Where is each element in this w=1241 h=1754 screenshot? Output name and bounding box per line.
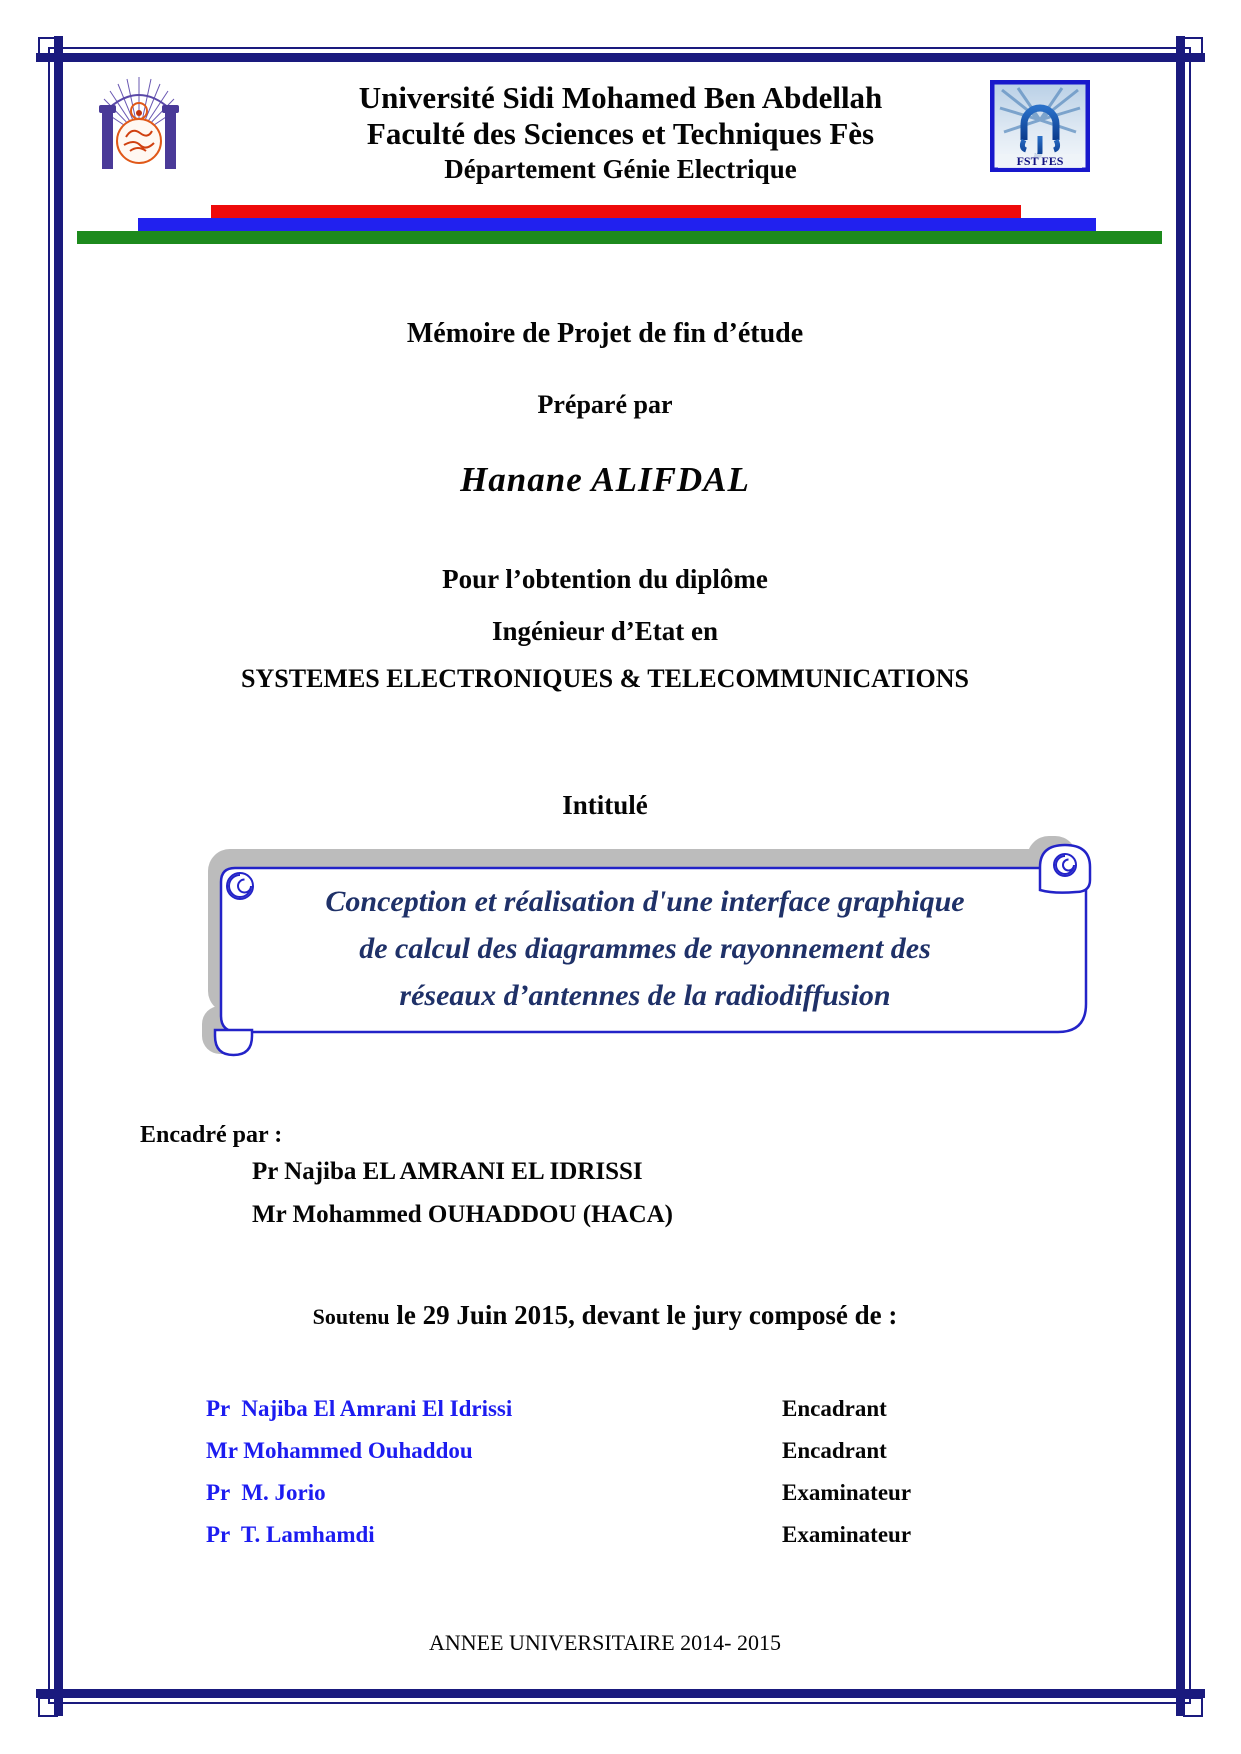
- corner-ornament: [1183, 1697, 1203, 1717]
- diploma-line-1: Pour l’obtention du diplôme: [442, 564, 768, 594]
- corner-ornament: [1183, 37, 1203, 57]
- jury-member-name: Pr M. Jorio: [206, 1480, 326, 1505]
- program-name: SYSTEMES ELECTRONIQUES & TELECOMMUNICATIONS: [241, 664, 969, 693]
- thesis-title-line-3: réseaux d’antennes de la radiodiffusion: [399, 979, 891, 1012]
- thesis-title-line-2: de calcul des diagrammes de rayonnement des: [359, 932, 931, 965]
- jury-member-role: Encadrant: [782, 1396, 887, 1421]
- jury-member-name: Pr T. Lamhamdi: [206, 1522, 375, 1547]
- jury-member-role: Examinateur: [782, 1480, 912, 1505]
- green-divider-bar: [77, 231, 1162, 244]
- academic-year: ANNEE UNIVERSITAIRE 2014- 2015: [428, 1630, 782, 1655]
- author-name: Hanane ALIFDAL: [460, 460, 750, 499]
- document-type-title: Mémoire de Projet de fin d’étude: [406, 318, 804, 349]
- fst-logo-caption: FST FES: [1016, 154, 1064, 168]
- faculty-name: Faculté des Sciences et Techniques Fès: [366, 116, 875, 151]
- jury-member-role: Encadrant: [782, 1438, 887, 1463]
- jury-row: [0, 1522, 1241, 1552]
- jury-member-role: Examinateur: [782, 1522, 912, 1547]
- diploma-line-2: Ingénieur d’Etat en: [491, 616, 719, 646]
- supervisor-name-2: Mr Mohammed OUHADDOU (HACA): [252, 1201, 674, 1228]
- corner-ornament: [38, 1697, 58, 1717]
- jury-row: [0, 1396, 1241, 1426]
- university-name: Université Sidi Mohamed Ben Abdellah: [358, 80, 883, 115]
- supervisor-name-1: Pr Najiba EL AMRANI EL IDRISSI: [252, 1158, 643, 1185]
- defense-statement-prefix: Soutenu: [312, 1304, 390, 1329]
- header: [0, 80, 1241, 186]
- title-section-label: Intitulé: [562, 790, 648, 820]
- jury-member-name: Mr Mohammed Ouhaddou: [206, 1438, 473, 1463]
- thesis-title-line-1: Conception et réalisation d'une interface graphique: [325, 885, 965, 918]
- blue-divider-bar: [138, 218, 1096, 231]
- defense-statement-rest: le 29 Juin 2015, devant le jury composé de :: [389, 1300, 898, 1330]
- red-divider-bar: [211, 205, 1021, 218]
- corner-ornament: [38, 37, 58, 57]
- defense-statement: [0, 1300, 1210, 1331]
- supervised-by-label: Encadré par :: [140, 1122, 283, 1148]
- prepared-by-label: Préparé par: [537, 390, 673, 419]
- jury-member-name: Pr Najiba El Amrani El Idrissi: [206, 1396, 513, 1421]
- jury-row: [0, 1438, 1241, 1468]
- department-name: Département Génie Electrique: [444, 154, 797, 184]
- jury-row: [0, 1480, 1241, 1510]
- thesis-title: [230, 878, 1060, 1019]
